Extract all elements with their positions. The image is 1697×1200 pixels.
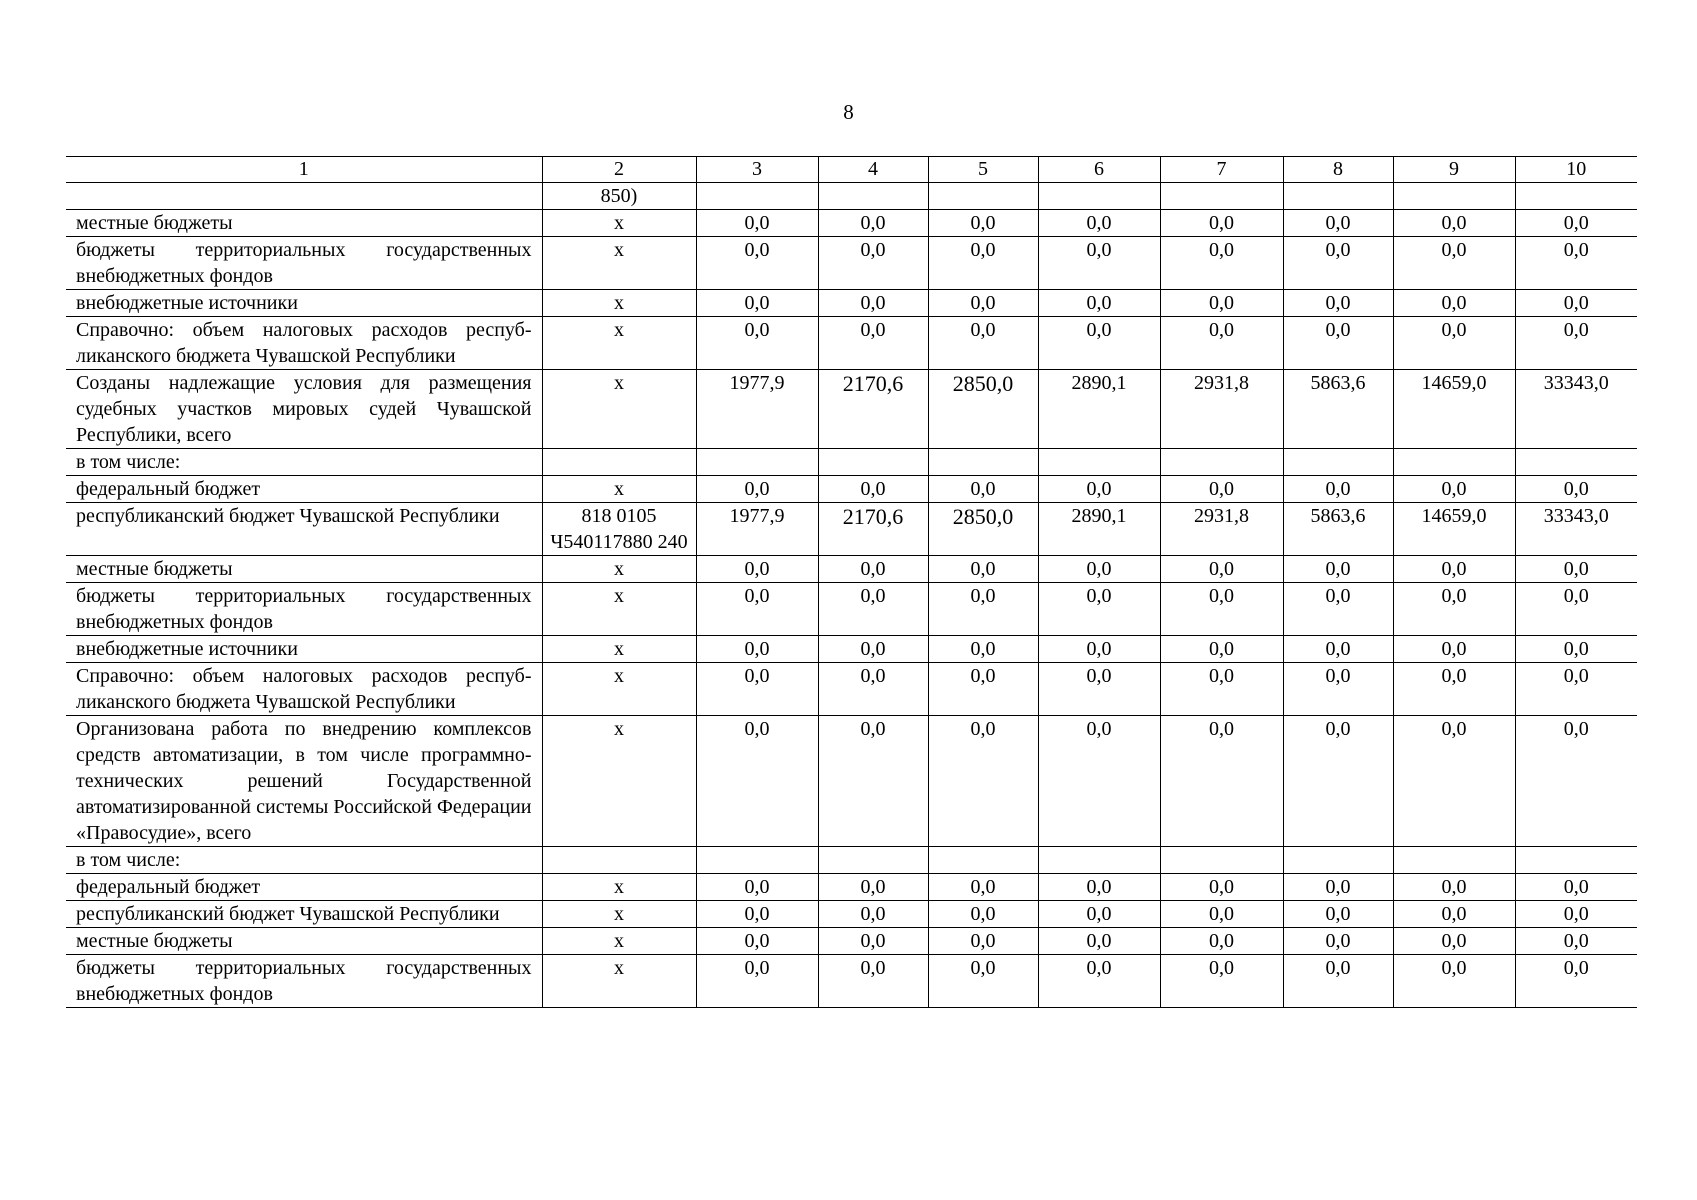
column-number-cell: 6	[1038, 157, 1160, 183]
value-cell: 0,0	[818, 636, 928, 663]
value-cell: 0,0	[1038, 210, 1160, 237]
value-cell: 0,0	[818, 663, 928, 716]
value-cell: 0,0	[1038, 663, 1160, 716]
value-cell: 0,0	[696, 210, 818, 237]
column-number-cell: 9	[1393, 157, 1515, 183]
value-cell: 0,0	[1515, 210, 1637, 237]
value-cell: 0,0	[928, 874, 1038, 901]
value-cell	[1038, 847, 1160, 874]
value-cell: 0,0	[1393, 583, 1515, 636]
value-cell: 0,0	[1160, 556, 1283, 583]
table-row	[66, 583, 1637, 636]
value-cell: 0,0	[1393, 716, 1515, 847]
value-cell: 0,0	[818, 901, 928, 928]
page-number: 8	[843, 100, 854, 124]
column-number-cell: 1	[66, 157, 542, 183]
value-cell: 0,0	[1515, 955, 1637, 1008]
row-description: бюджеты территориальных государственных внебюджетных фондов	[66, 237, 542, 290]
table-row	[66, 716, 1637, 847]
value-cell: 0,0	[1515, 636, 1637, 663]
table-row	[66, 210, 1637, 237]
value-cell: 0,0	[1393, 874, 1515, 901]
row-description	[66, 183, 542, 210]
value-cell	[818, 847, 928, 874]
value-cell: 0,0	[818, 556, 928, 583]
value-cell: 0,0	[696, 290, 818, 317]
value-cell	[928, 847, 1038, 874]
value-cell: 0,0	[1393, 237, 1515, 290]
value-cell: 0,0	[696, 476, 818, 503]
value-cell	[928, 449, 1038, 476]
column-number-cell: 2	[542, 157, 696, 183]
value-cell: 0,0	[1038, 716, 1160, 847]
value-cell: 0,0	[928, 210, 1038, 237]
value-cell: 2850,0	[928, 503, 1038, 556]
value-cell: 0,0	[696, 317, 818, 370]
budget-code-cell: х	[542, 237, 696, 290]
budget-code-cell: х	[542, 636, 696, 663]
table-row	[66, 955, 1637, 1008]
table-row	[66, 874, 1637, 901]
value-cell: 0,0	[696, 556, 818, 583]
value-cell	[1393, 847, 1515, 874]
budget-code-cell: х	[542, 928, 696, 955]
row-description: республиканский бюджет Чувашской Республики	[66, 503, 542, 556]
table-row	[66, 556, 1637, 583]
column-number-cell: 5	[928, 157, 1038, 183]
value-cell: 0,0	[696, 874, 818, 901]
budget-code-cell: х	[542, 317, 696, 370]
column-number-row	[66, 157, 1637, 183]
value-cell	[818, 449, 928, 476]
value-cell: 0,0	[1515, 583, 1637, 636]
row-description: Созданы надлежащие условия для размещения судебных участков мировых судей Чувашской Республики, всего	[66, 370, 542, 449]
table-row	[66, 847, 1637, 874]
value-cell: 0,0	[928, 290, 1038, 317]
value-cell: 0,0	[818, 928, 928, 955]
value-cell: 0,0	[1515, 874, 1637, 901]
value-cell	[1160, 183, 1283, 210]
value-cell: 0,0	[928, 928, 1038, 955]
table-row	[66, 370, 1637, 449]
value-cell: 0,0	[1283, 716, 1393, 847]
value-cell: 0,0	[1160, 290, 1283, 317]
value-cell	[1393, 183, 1515, 210]
budget-code-cell	[542, 449, 696, 476]
value-cell: 0,0	[1283, 317, 1393, 370]
value-cell: 0,0	[1038, 955, 1160, 1008]
value-cell: 0,0	[1283, 901, 1393, 928]
value-cell: 2170,6	[818, 370, 928, 449]
value-cell: 0,0	[818, 955, 928, 1008]
value-cell: 0,0	[1038, 290, 1160, 317]
table-row	[66, 901, 1637, 928]
budget-code-cell: х	[542, 476, 696, 503]
value-cell: 0,0	[1160, 955, 1283, 1008]
value-cell: 0,0	[1038, 556, 1160, 583]
column-number-cell: 7	[1160, 157, 1283, 183]
value-cell: 0,0	[1038, 476, 1160, 503]
row-description: внебюджетные источники	[66, 290, 542, 317]
table-row	[66, 317, 1637, 370]
value-cell	[1160, 449, 1283, 476]
value-cell: 0,0	[1393, 476, 1515, 503]
row-description: внебюджетные источники	[66, 636, 542, 663]
value-cell: 0,0	[928, 237, 1038, 290]
value-cell: 0,0	[1393, 636, 1515, 663]
row-description: бюджеты территориальных государственных внебюджетных фондов	[66, 583, 542, 636]
value-cell: 0,0	[1515, 476, 1637, 503]
value-cell: 0,0	[1160, 716, 1283, 847]
value-cell: 0,0	[696, 716, 818, 847]
value-cell: 0,0	[1393, 901, 1515, 928]
budget-code-cell: 850)	[542, 183, 696, 210]
value-cell: 0,0	[696, 636, 818, 663]
value-cell: 0,0	[928, 583, 1038, 636]
value-cell: 0,0	[1515, 556, 1637, 583]
value-cell	[1038, 449, 1160, 476]
value-cell: 0,0	[928, 556, 1038, 583]
budget-code-cell: х	[542, 955, 696, 1008]
value-cell: 0,0	[928, 476, 1038, 503]
value-cell: 0,0	[696, 901, 818, 928]
value-cell: 0,0	[928, 663, 1038, 716]
table-row	[66, 476, 1637, 503]
value-cell: 0,0	[1515, 317, 1637, 370]
budget-code-cell	[542, 847, 696, 874]
value-cell: 2931,8	[1160, 503, 1283, 556]
value-cell: 2890,1	[1038, 370, 1160, 449]
value-cell: 0,0	[1160, 928, 1283, 955]
budget-code-cell: х	[542, 370, 696, 449]
value-cell	[1515, 449, 1637, 476]
value-cell: 0,0	[818, 476, 928, 503]
value-cell: 0,0	[1283, 476, 1393, 503]
budget-code-cell: х	[542, 874, 696, 901]
value-cell: 0,0	[1515, 928, 1637, 955]
budget-table	[66, 156, 1637, 1008]
value-cell: 0,0	[1393, 955, 1515, 1008]
value-cell: 0,0	[1283, 955, 1393, 1008]
value-cell: 0,0	[696, 663, 818, 716]
column-number-cell: 4	[818, 157, 928, 183]
value-cell: 2931,8	[1160, 370, 1283, 449]
value-cell: 0,0	[1393, 556, 1515, 583]
budget-code-cell: х	[542, 583, 696, 636]
budget-code-cell: х	[542, 901, 696, 928]
value-cell: 0,0	[1283, 556, 1393, 583]
table-row	[66, 237, 1637, 290]
value-cell: 0,0	[1283, 290, 1393, 317]
value-cell: 0,0	[1160, 874, 1283, 901]
value-cell: 0,0	[1038, 317, 1160, 370]
table-row	[66, 449, 1637, 476]
value-cell	[696, 847, 818, 874]
value-cell: 1977,9	[696, 503, 818, 556]
value-cell	[1515, 847, 1637, 874]
budget-code-cell: х	[542, 556, 696, 583]
value-cell: 0,0	[928, 317, 1038, 370]
value-cell: 1977,9	[696, 370, 818, 449]
value-cell: 0,0	[1393, 317, 1515, 370]
value-cell	[1283, 449, 1393, 476]
table-row	[66, 290, 1637, 317]
value-cell: 0,0	[1160, 636, 1283, 663]
row-description: местные бюджеты	[66, 210, 542, 237]
column-number-cell: 3	[696, 157, 818, 183]
row-description: Организована работа по внедрению комплексов средств автоматизации, в том числе программно-технических решений Государственной автоматизированной системы Российской Федерации «Правосудие», всего	[66, 716, 542, 847]
value-cell: 0,0	[1515, 237, 1637, 290]
column-number-cell: 8	[1283, 157, 1393, 183]
value-cell: 0,0	[1393, 210, 1515, 237]
value-cell: 0,0	[1160, 663, 1283, 716]
budget-code-cell: х	[542, 290, 696, 317]
row-description: бюджеты территориальных государственных внебюджетных фондов	[66, 955, 542, 1008]
value-cell: 2890,1	[1038, 503, 1160, 556]
value-cell: 0,0	[1515, 663, 1637, 716]
budget-code-cell: х	[542, 716, 696, 847]
value-cell	[696, 449, 818, 476]
row-description: местные бюджеты	[66, 556, 542, 583]
value-cell: 0,0	[818, 210, 928, 237]
value-cell: 2850,0	[928, 370, 1038, 449]
column-number-cell: 10	[1515, 157, 1637, 183]
table-row	[66, 663, 1637, 716]
budget-code-cell: х	[542, 663, 696, 716]
row-description: Справочно: объем налоговых расходов республиканского бюджета Чувашской Республики	[66, 663, 542, 716]
value-cell: 5863,6	[1283, 370, 1393, 449]
value-cell: 0,0	[1393, 663, 1515, 716]
value-cell: 0,0	[1038, 583, 1160, 636]
value-cell: 0,0	[818, 290, 928, 317]
value-cell	[818, 183, 928, 210]
value-cell	[1515, 183, 1637, 210]
value-cell: 33343,0	[1515, 503, 1637, 556]
value-cell: 14659,0	[1393, 503, 1515, 556]
value-cell: 0,0	[1515, 290, 1637, 317]
value-cell: 0,0	[696, 583, 818, 636]
value-cell	[1283, 847, 1393, 874]
value-cell: 0,0	[1283, 237, 1393, 290]
table-row	[66, 183, 1637, 210]
row-description: местные бюджеты	[66, 928, 542, 955]
table-row	[66, 636, 1637, 663]
value-cell: 0,0	[1393, 290, 1515, 317]
value-cell: 0,0	[928, 901, 1038, 928]
value-cell: 0,0	[1160, 237, 1283, 290]
value-cell	[696, 183, 818, 210]
value-cell: 0,0	[1038, 928, 1160, 955]
budget-code-cell: х	[542, 210, 696, 237]
row-description: федеральный бюджет	[66, 874, 542, 901]
row-description: в том числе:	[66, 449, 542, 476]
value-cell: 0,0	[928, 636, 1038, 663]
value-cell: 0,0	[696, 928, 818, 955]
value-cell: 0,0	[928, 955, 1038, 1008]
value-cell: 0,0	[1160, 210, 1283, 237]
value-cell: 33343,0	[1515, 370, 1637, 449]
value-cell: 0,0	[1038, 237, 1160, 290]
value-cell: 0,0	[1515, 716, 1637, 847]
budget-code-cell: 818 0105 Ч540117880 240	[542, 503, 696, 556]
value-cell: 0,0	[1038, 874, 1160, 901]
value-cell: 0,0	[1283, 928, 1393, 955]
value-cell	[1393, 449, 1515, 476]
value-cell: 0,0	[1283, 874, 1393, 901]
value-cell: 0,0	[1283, 663, 1393, 716]
value-cell: 0,0	[1160, 317, 1283, 370]
value-cell: 14659,0	[1393, 370, 1515, 449]
value-cell: 0,0	[928, 716, 1038, 847]
value-cell	[1283, 183, 1393, 210]
value-cell: 0,0	[1160, 901, 1283, 928]
value-cell: 5863,6	[1283, 503, 1393, 556]
value-cell: 0,0	[1038, 901, 1160, 928]
table-row	[66, 503, 1637, 556]
value-cell: 0,0	[1393, 928, 1515, 955]
row-description: в том числе:	[66, 847, 542, 874]
value-cell: 0,0	[1283, 210, 1393, 237]
value-cell: 0,0	[818, 583, 928, 636]
value-cell: 0,0	[696, 237, 818, 290]
value-cell: 0,0	[1283, 583, 1393, 636]
value-cell: 2170,6	[818, 503, 928, 556]
value-cell: 0,0	[1160, 476, 1283, 503]
table-body	[66, 157, 1637, 1008]
value-cell	[1160, 847, 1283, 874]
row-description: Справочно: объем налоговых расходов республиканского бюджета Чувашской Республики	[66, 317, 542, 370]
row-description: федеральный бюджет	[66, 476, 542, 503]
value-cell: 0,0	[1515, 901, 1637, 928]
value-cell	[928, 183, 1038, 210]
value-cell: 0,0	[818, 874, 928, 901]
value-cell: 0,0	[1038, 636, 1160, 663]
value-cell: 0,0	[818, 716, 928, 847]
value-cell: 0,0	[1283, 636, 1393, 663]
value-cell: 0,0	[818, 237, 928, 290]
value-cell: 0,0	[818, 317, 928, 370]
row-description: республиканский бюджет Чувашской Республики	[66, 901, 542, 928]
value-cell: 0,0	[696, 955, 818, 1008]
value-cell	[1038, 183, 1160, 210]
table-row	[66, 928, 1637, 955]
value-cell: 0,0	[1160, 583, 1283, 636]
